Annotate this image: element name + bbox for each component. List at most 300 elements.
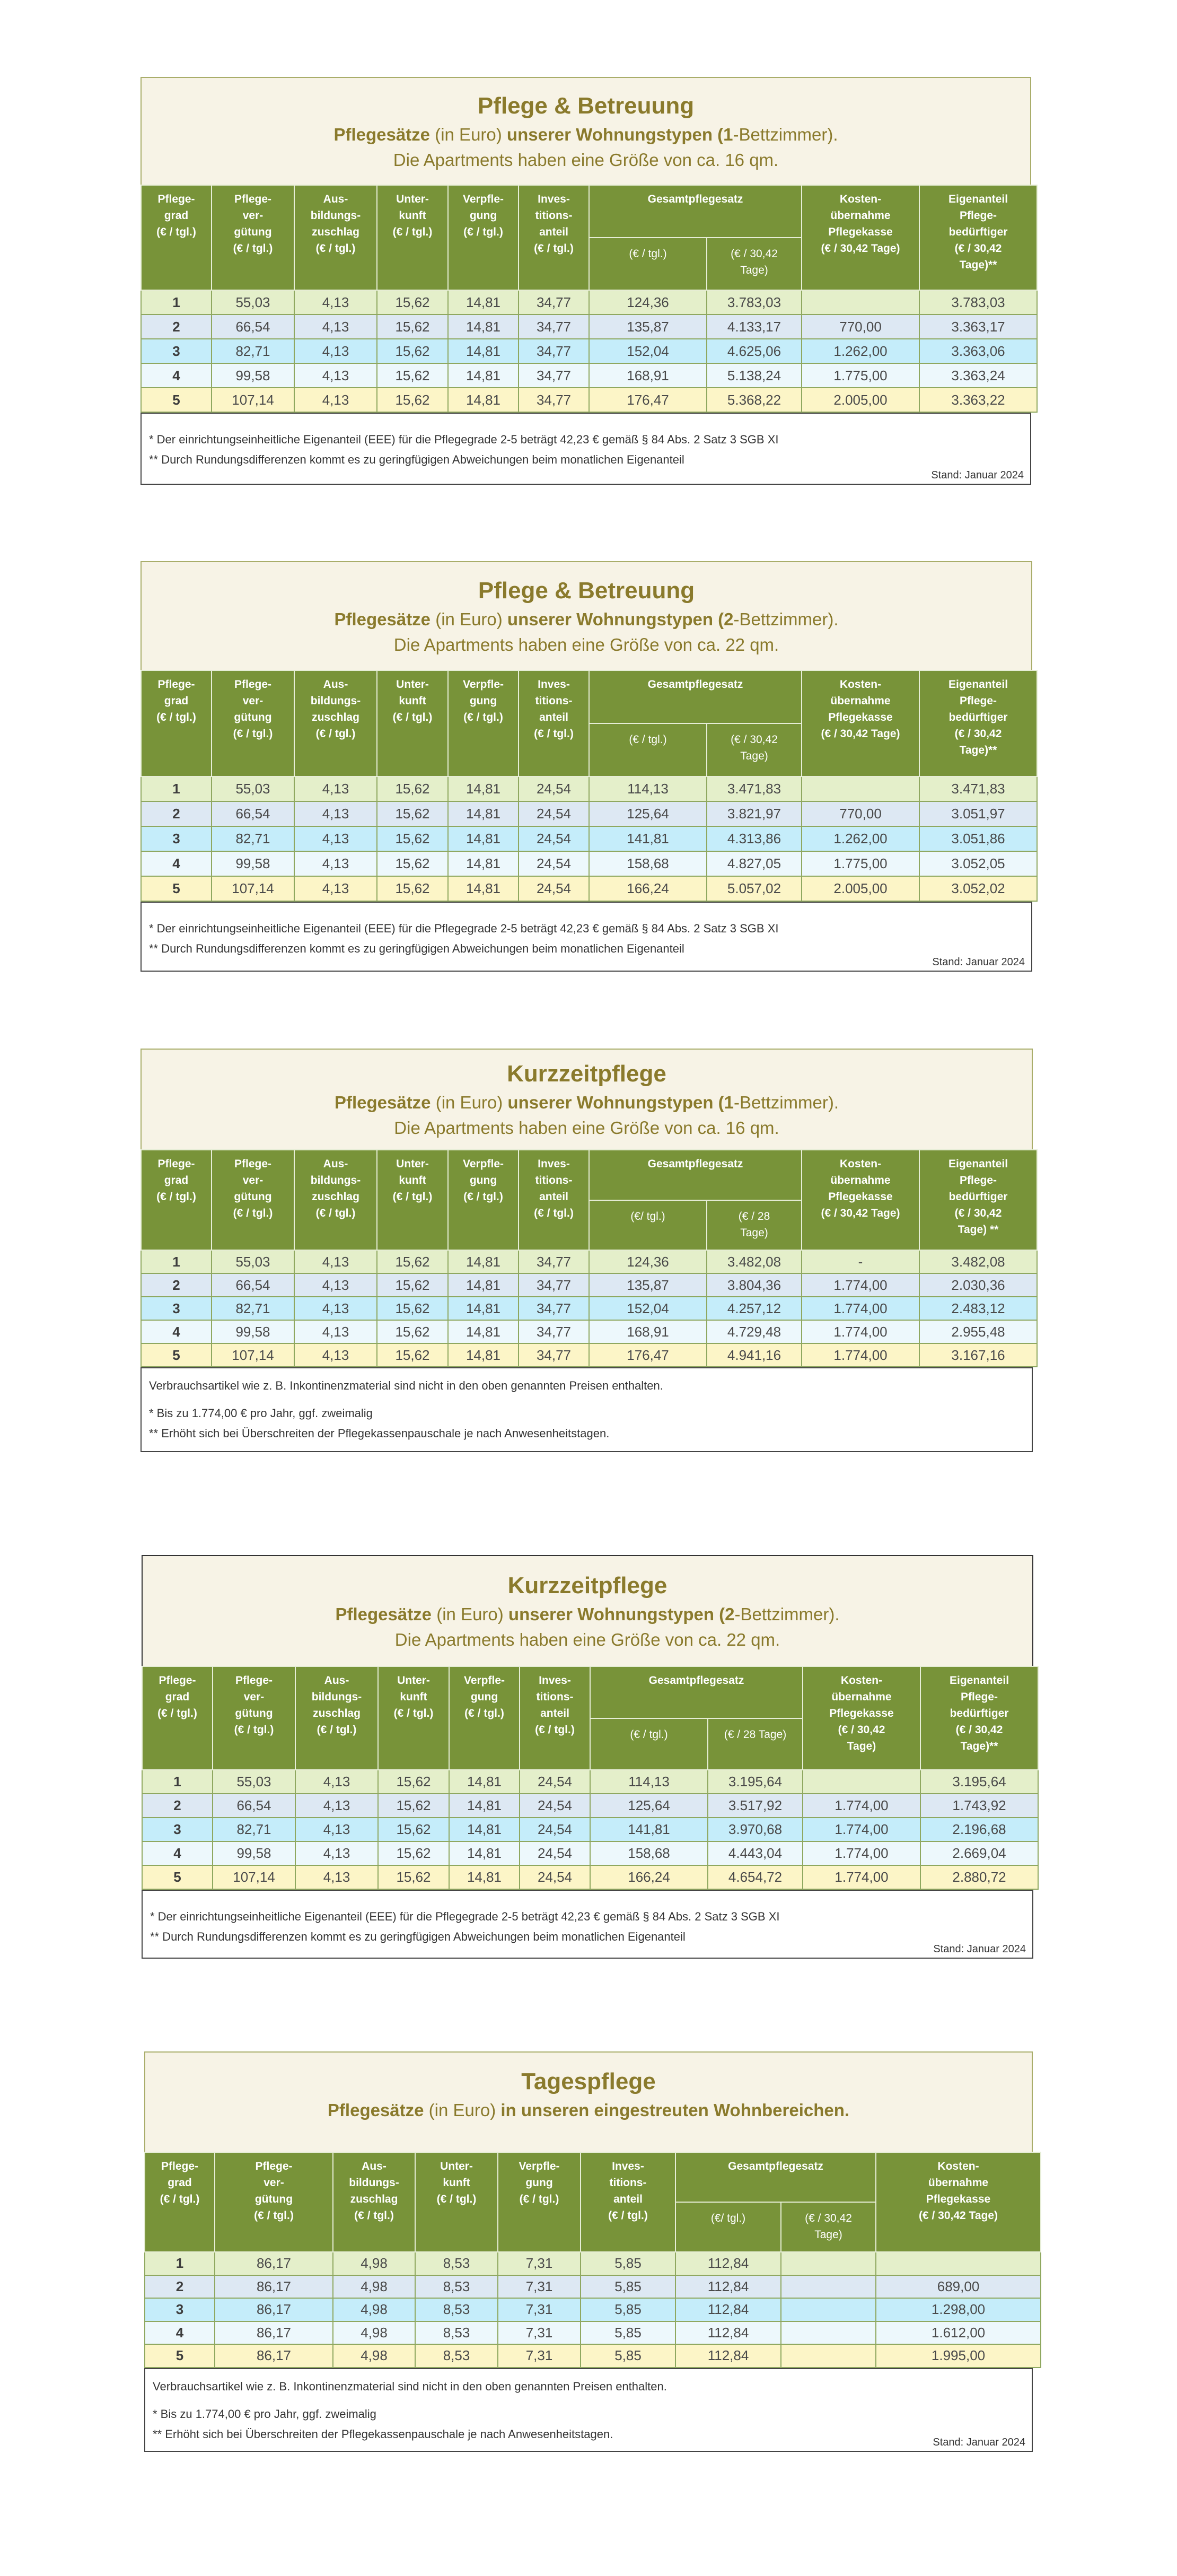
value-cell: 99,58 — [212, 363, 294, 388]
value-cell: 4.313,86 — [707, 826, 802, 851]
table-row — [141, 1297, 1037, 1320]
value-cell: 7,31 — [498, 2275, 581, 2299]
value-cell: 3.482,08 — [919, 1250, 1037, 1273]
table-row — [141, 851, 1037, 876]
table-row — [141, 801, 1037, 826]
value-cell: 107,14 — [212, 1343, 294, 1367]
value-cell: 4,98 — [333, 2298, 415, 2321]
value-cell: 15,62 — [377, 776, 448, 801]
footnote-spacer — [153, 2369, 1024, 2377]
value-cell: 1.995,00 — [876, 2344, 1041, 2368]
value-cell: 1.775,00 — [802, 363, 919, 388]
footnote-line: * Der einrichtungseinheitliche Eigenanteil (EEE) für die Pflegegrade 2-5 beträgt 42,23 € gemäß § 84 Abs. 2 Satz 3 SGB XI — [150, 1910, 780, 1923]
value-cell: 5,85 — [581, 2298, 675, 2321]
value-cell: 4,13 — [294, 826, 377, 851]
value-cell: 86,17 — [215, 2344, 333, 2368]
value-cell: 3.363,17 — [919, 315, 1037, 339]
value-cell: 4.625,06 — [707, 339, 802, 363]
value-cell: 15,62 — [378, 1818, 449, 1841]
table-row — [141, 1320, 1037, 1343]
value-cell: 82,71 — [213, 1818, 295, 1841]
value-cell: - — [802, 1250, 919, 1273]
value-cell: 55,03 — [212, 290, 294, 315]
value-cell: 4,13 — [294, 290, 377, 315]
pflegegrad-cell: 3 — [141, 826, 212, 851]
table-row — [141, 290, 1037, 315]
value-cell: 99,58 — [212, 1320, 294, 1343]
value-cell: 14,81 — [448, 1343, 519, 1367]
column-header: Eigenanteil Pflege- bedürftiger (€ / 30,42 Tage)** — [920, 1666, 1038, 1770]
footnote-line: * Bis zu 1.774,00 € pro Jahr, ggf. zweimalig — [149, 1407, 373, 1420]
value-cell: 2.005,00 — [802, 876, 919, 901]
pflegegrad-cell: 3 — [145, 2298, 215, 2321]
rates-table — [140, 1149, 1038, 1367]
footnote-spacer — [150, 1891, 1025, 1907]
value-cell: 4,98 — [333, 2252, 415, 2275]
sub-column-header: (€ / 30,42 Tage) — [707, 723, 802, 776]
value-cell: 2.669,04 — [920, 1841, 1038, 1865]
value-cell — [802, 776, 919, 801]
value-cell: 152,04 — [589, 1297, 707, 1320]
value-cell: 4,13 — [295, 1841, 378, 1865]
value-cell: 15,62 — [377, 339, 448, 363]
value-cell: 34,77 — [519, 388, 589, 412]
column-header: Inves- titions- anteil (€ / tgl.) — [520, 1666, 590, 1770]
subtitle-part: Pflegesätze — [333, 124, 431, 144]
column-header: Pflege- grad (€ / tgl.) — [141, 1150, 212, 1250]
column-header: Verpfle- gung (€ / tgl.) — [498, 2152, 581, 2252]
value-cell: 3.783,03 — [707, 290, 802, 315]
value-cell: 34,77 — [519, 1250, 589, 1273]
value-cell: 82,71 — [212, 339, 294, 363]
value-cell — [876, 2252, 1041, 2275]
subtitle-part: in unseren eingestreuten Wohnbereichen. — [500, 2100, 850, 2120]
pflegegrad-cell: 4 — [141, 851, 212, 876]
value-cell: 14,81 — [448, 876, 519, 901]
column-header: Eigenanteil Pflege- bedürftiger (€ / 30,42 Tage)** — [919, 670, 1037, 776]
column-header: Inves- titions- anteil (€ / tgl.) — [519, 670, 589, 776]
value-cell: 124,36 — [589, 1250, 707, 1273]
table-footnotes — [140, 1367, 1033, 1452]
value-cell: 8,53 — [415, 2321, 498, 2345]
footnote-line: Verbrauchsartikel wie z. B. Inkontinenzmaterial sind nicht in den oben genannten Preisen enthalten. — [153, 2379, 667, 2393]
table-row — [142, 1770, 1038, 1794]
sub-column-header: (€/ tgl.) — [589, 1200, 707, 1251]
stand-date: Stand: Januar 2024 — [933, 1943, 1026, 1955]
pflegegrad-cell: 2 — [141, 315, 212, 339]
value-cell: 4.729,48 — [707, 1320, 802, 1343]
value-cell: 158,68 — [590, 1841, 708, 1865]
value-cell: 4,13 — [294, 388, 377, 412]
column-header: Pflege- grad (€ / tgl.) — [142, 1666, 213, 1770]
value-cell: 168,91 — [589, 1320, 707, 1343]
value-cell: 4.827,05 — [707, 851, 802, 876]
value-cell: 24,54 — [519, 826, 589, 851]
value-cell: 15,62 — [377, 1343, 448, 1367]
value-cell: 34,77 — [519, 1297, 589, 1320]
table-row — [141, 388, 1037, 412]
value-cell: 2.005,00 — [802, 388, 919, 412]
value-cell: 3.195,64 — [708, 1770, 803, 1794]
column-header: Aus- bildungs- zuschlag (€ / tgl.) — [294, 185, 377, 290]
value-cell: 3.363,24 — [919, 363, 1037, 388]
value-cell: 2.955,48 — [919, 1320, 1037, 1343]
column-header: Pflege- grad (€ / tgl.) — [141, 670, 212, 776]
value-cell: 34,77 — [519, 315, 589, 339]
table-subtitle — [143, 1604, 1032, 1625]
value-cell: 7,31 — [498, 2252, 581, 2275]
sub-column-header: (€ / 28 Tage) — [708, 1718, 803, 1770]
value-cell: 8,53 — [415, 2252, 498, 2275]
value-cell: 114,13 — [590, 1770, 708, 1794]
footnote-spacer — [149, 414, 1023, 430]
value-cell: 141,81 — [590, 1818, 708, 1841]
subtitle-part: unserer Wohnungstypen (1 — [507, 1093, 734, 1112]
stand-date: Stand: Januar 2024 — [933, 2436, 1025, 2448]
column-header: Kosten- übernahme Pflegekasse (€ / 30,42 Tage) — [802, 1150, 919, 1250]
value-cell: 14,81 — [449, 1841, 520, 1865]
value-cell: 34,77 — [519, 1343, 589, 1367]
column-header: Pflege- ver- gütung (€ / tgl.) — [212, 1150, 294, 1250]
value-cell: 14,81 — [448, 826, 519, 851]
pflegegrad-cell: 4 — [141, 363, 212, 388]
column-header: Aus- bildungs- zuschlag (€ / tgl.) — [294, 1150, 377, 1250]
column-header: Pflege- ver- gütung (€ / tgl.) — [215, 2152, 333, 2252]
value-cell: 66,54 — [212, 1273, 294, 1297]
value-cell: 66,54 — [212, 315, 294, 339]
table-footnotes — [142, 1890, 1033, 1959]
table-row — [142, 1818, 1038, 1841]
value-cell: 1.743,92 — [920, 1794, 1038, 1818]
value-cell: 15,62 — [377, 1297, 448, 1320]
column-header: Pflege- ver- gütung (€ / tgl.) — [212, 185, 294, 290]
value-cell: 5,85 — [581, 2344, 675, 2368]
value-cell: 55,03 — [212, 776, 294, 801]
stand-date: Stand: Januar 2024 — [932, 956, 1025, 968]
column-header: Unter- kunft (€ / tgl.) — [377, 185, 448, 290]
footnote-spacer — [149, 1368, 1024, 1376]
apartment-size-note: Die Apartments haben eine Größe von ca. 22 qm. — [394, 1629, 780, 1649]
value-cell: 14,81 — [449, 1865, 520, 1889]
table-row — [145, 2344, 1041, 2368]
value-cell: 14,81 — [448, 1320, 519, 1343]
value-cell: 2.880,72 — [920, 1865, 1038, 1889]
value-cell: 24,54 — [519, 876, 589, 901]
value-cell: 3.471,83 — [919, 776, 1037, 801]
table-row — [145, 2252, 1041, 2275]
value-cell: 168,91 — [589, 363, 707, 388]
value-cell: 3.052,02 — [919, 876, 1037, 901]
value-cell: 4,13 — [295, 1818, 378, 1841]
value-cell: 3.517,92 — [708, 1794, 803, 1818]
pflegegrad-cell: 1 — [145, 2252, 215, 2275]
pflegegrad-cell: 1 — [142, 1770, 213, 1794]
value-cell — [781, 2275, 876, 2299]
subtitle-part: Pflegesätze — [334, 609, 431, 629]
pflegegrad-cell: 4 — [145, 2321, 215, 2345]
table-row — [141, 363, 1037, 388]
value-cell: 112,84 — [675, 2298, 781, 2321]
subtitle-part: -Bettzimmer). — [733, 609, 839, 629]
value-cell: 7,31 — [498, 2321, 581, 2345]
sub-column-header: (€ / tgl.) — [589, 723, 707, 776]
value-cell: 15,62 — [377, 388, 448, 412]
pflegegrad-cell: 1 — [141, 1250, 212, 1273]
rate-table-section — [140, 1049, 1033, 1452]
value-cell: 15,62 — [377, 363, 448, 388]
rate-table-section — [144, 2051, 1033, 2452]
pflegegrad-cell: 2 — [141, 801, 212, 826]
table-row — [141, 876, 1037, 901]
subtitle-part: unserer Wohnungstypen (1 — [506, 124, 733, 144]
table-title-block — [144, 2051, 1033, 2152]
column-header: Aus- bildungs- zuschlag (€ / tgl.) — [294, 670, 377, 776]
value-cell: 112,84 — [675, 2321, 781, 2345]
value-cell: 1.774,00 — [803, 1794, 920, 1818]
value-cell: 4,98 — [333, 2275, 415, 2299]
column-header: Unter- kunft (€ / tgl.) — [377, 670, 448, 776]
value-cell: 4,13 — [295, 1794, 378, 1818]
value-cell: 4,13 — [294, 1273, 377, 1297]
column-header: Inves- titions- anteil (€ / tgl.) — [581, 2152, 675, 2252]
value-cell: 1.774,00 — [803, 1841, 920, 1865]
value-cell: 3.783,03 — [919, 290, 1037, 315]
value-cell: 4,13 — [294, 851, 377, 876]
column-header: Kosten- übernahme Pflegekasse (€ / 30,42 Tage) — [803, 1666, 920, 1770]
subtitle-part: -Bettzimmer). — [734, 1093, 839, 1112]
value-cell: 5.057,02 — [707, 876, 802, 901]
table-title-block — [142, 1555, 1033, 1666]
value-cell: 124,36 — [589, 290, 707, 315]
value-cell: 14,81 — [449, 1818, 520, 1841]
table-title-block — [140, 561, 1032, 670]
column-header: Gesamtpflegesatz — [589, 185, 802, 238]
value-cell: 5,85 — [581, 2321, 675, 2345]
value-cell: 34,77 — [519, 339, 589, 363]
value-cell: 176,47 — [589, 1343, 707, 1367]
value-cell: 107,14 — [212, 388, 294, 412]
column-header: Inves- titions- anteil (€ / tgl.) — [519, 1150, 589, 1250]
column-header: Pflege- ver- gütung (€ / tgl.) — [212, 670, 294, 776]
value-cell: 152,04 — [589, 339, 707, 363]
value-cell: 3.167,16 — [919, 1343, 1037, 1367]
value-cell: 4,98 — [333, 2344, 415, 2368]
value-cell: 15,62 — [377, 1320, 448, 1343]
table-row — [145, 2298, 1041, 2321]
footnote-line: ** Durch Rundungsdifferenzen kommt es zu geringfügigen Abweichungen beim monatlichen Eigenanteil — [150, 1930, 686, 1943]
value-cell: 15,62 — [377, 290, 448, 315]
column-header: Pflege- grad (€ / tgl.) — [145, 2152, 215, 2252]
footnote-line: ** Durch Rundungsdifferenzen kommt es zu geringfügigen Abweichungen beim monatlichen Eigenanteil — [149, 453, 684, 466]
value-cell: 770,00 — [802, 315, 919, 339]
table-row — [141, 1343, 1037, 1367]
value-cell: 5.138,24 — [707, 363, 802, 388]
value-cell: 14,81 — [448, 1273, 519, 1297]
value-cell: 1.774,00 — [802, 1320, 919, 1343]
pflegegrad-cell: 5 — [141, 1343, 212, 1367]
table-subtitle — [142, 1093, 1032, 1113]
pflegegrad-cell: 2 — [142, 1794, 213, 1818]
subtitle-part: (in Euro) — [431, 1093, 508, 1112]
table-subtitle — [142, 125, 1030, 145]
value-cell: 3.195,64 — [920, 1770, 1038, 1794]
column-header: Unter- kunft (€ / tgl.) — [377, 1150, 448, 1250]
value-cell: 24,54 — [520, 1794, 590, 1818]
value-cell: 166,24 — [589, 876, 707, 901]
table-title: Kurzzeitpflege — [507, 1572, 667, 1599]
subtitle-part: (in Euro) — [424, 2100, 501, 2120]
table-footnotes — [144, 2368, 1033, 2452]
value-cell: 34,77 — [519, 290, 589, 315]
footnote-line: ** Erhöht sich bei Überschreiten der Pflegekassenpauschale je nach Anwesenheitstagen. — [153, 2427, 613, 2441]
value-cell: 3.482,08 — [707, 1250, 802, 1273]
value-cell: 112,84 — [675, 2252, 781, 2275]
value-cell: 14,81 — [448, 290, 519, 315]
table-subtitle — [142, 609, 1031, 630]
subtitle-part: unserer Wohnungstypen (2 — [508, 1604, 735, 1624]
sub-column-header: (€ / tgl.) — [590, 1718, 708, 1770]
value-cell: 86,17 — [215, 2298, 333, 2321]
column-header: Kosten- übernahme Pflegekasse (€ / 30,42 Tage) — [802, 670, 919, 776]
subtitle-part: unserer Wohnungstypen (2 — [507, 609, 734, 629]
value-cell: 24,54 — [520, 1841, 590, 1865]
value-cell: 15,62 — [377, 851, 448, 876]
value-cell: 34,77 — [519, 1273, 589, 1297]
column-header: Aus- bildungs- zuschlag (€ / tgl.) — [333, 2152, 415, 2252]
value-cell: 1.774,00 — [803, 1865, 920, 1889]
table-title: Kurzzeitpflege — [507, 1061, 666, 1087]
pflegegrad-cell: 3 — [141, 1297, 212, 1320]
rates-table — [140, 670, 1038, 902]
table-subtitle — [145, 2100, 1032, 2120]
column-header: Verpfle- gung (€ / tgl.) — [448, 185, 519, 290]
value-cell: 1.612,00 — [876, 2321, 1041, 2345]
value-cell: 3.471,83 — [707, 776, 802, 801]
value-cell: 55,03 — [213, 1770, 295, 1794]
value-cell: 1.262,00 — [802, 826, 919, 851]
value-cell: 15,62 — [378, 1841, 449, 1865]
subtitle-part: (in Euro) — [431, 609, 507, 629]
value-cell: 8,53 — [415, 2275, 498, 2299]
value-cell: 14,81 — [448, 851, 519, 876]
value-cell: 4,13 — [294, 339, 377, 363]
value-cell: 34,77 — [519, 363, 589, 388]
subtitle-part: -Bettzimmer). — [734, 1604, 840, 1624]
value-cell: 1.775,00 — [802, 851, 919, 876]
rate-table-section — [140, 77, 1031, 485]
value-cell: 3.363,06 — [919, 339, 1037, 363]
value-cell: 15,62 — [378, 1770, 449, 1794]
sub-column-header: (€ / 30,42 Tage) — [781, 2202, 876, 2252]
value-cell: 5.368,22 — [707, 388, 802, 412]
sub-column-header: (€ / 30,42 Tage) — [707, 238, 802, 290]
subtitle-part: (in Euro) — [432, 1604, 508, 1624]
value-cell — [802, 290, 919, 315]
value-cell: 24,54 — [520, 1865, 590, 1889]
table-title-block — [140, 1049, 1033, 1149]
column-header: Inves- titions- anteil (€ / tgl.) — [519, 185, 589, 290]
value-cell: 158,68 — [589, 851, 707, 876]
table-footnotes — [140, 902, 1032, 972]
value-cell: 3.051,97 — [919, 801, 1037, 826]
sub-column-header: (€ / 28 Tage) — [707, 1200, 802, 1251]
footnote-line: ** Durch Rundungsdifferenzen kommt es zu geringfügigen Abweichungen beim monatlichen Eigenanteil — [149, 942, 684, 955]
value-cell: 14,81 — [448, 776, 519, 801]
value-cell: 4,13 — [295, 1865, 378, 1889]
value-cell: 24,54 — [519, 776, 589, 801]
table-title: Pflege & Betreuung — [477, 92, 695, 119]
value-cell: 4,13 — [295, 1770, 378, 1794]
value-cell: 4,13 — [294, 315, 377, 339]
pflegegrad-cell: 1 — [141, 290, 212, 315]
value-cell: 34,77 — [519, 1320, 589, 1343]
value-cell: 15,62 — [378, 1865, 449, 1889]
rate-table-section — [142, 1555, 1033, 1959]
pflegegrad-cell: 3 — [141, 339, 212, 363]
table-title: Tagespflege — [521, 2068, 656, 2094]
subtitle-part: Pflegesätze — [334, 1093, 431, 1112]
value-cell: 8,53 — [415, 2298, 498, 2321]
value-cell: 1.298,00 — [876, 2298, 1041, 2321]
value-cell: 4,13 — [294, 876, 377, 901]
value-cell: 4,13 — [294, 1297, 377, 1320]
value-cell: 4.941,16 — [707, 1343, 802, 1367]
pflegegrad-cell: 4 — [141, 1320, 212, 1343]
column-header: Gesamtpflegesatz — [590, 1666, 803, 1718]
value-cell: 4,13 — [294, 776, 377, 801]
value-cell: 15,62 — [377, 315, 448, 339]
value-cell: 15,62 — [377, 876, 448, 901]
value-cell: 14,81 — [448, 1297, 519, 1320]
value-cell: 3.052,05 — [919, 851, 1037, 876]
value-cell: 4,13 — [294, 801, 377, 826]
column-header: Kosten- übernahme Pflegekasse (€ / 30,42 Tage) — [802, 185, 919, 290]
value-cell: 24,54 — [520, 1770, 590, 1794]
apartment-size-note: Die Apartments haben eine Größe von ca. 16 qm. — [393, 150, 779, 170]
value-cell: 114,13 — [589, 776, 707, 801]
apartment-size-note: Die Apartments haben eine Größe von ca. 22 qm. — [393, 634, 779, 654]
pflegegrad-cell: 1 — [141, 776, 212, 801]
pflegegrad-cell: 5 — [141, 388, 212, 412]
value-cell: 86,17 — [215, 2321, 333, 2345]
value-cell: 7,31 — [498, 2344, 581, 2368]
value-cell: 86,17 — [215, 2275, 333, 2299]
value-cell: 4.443,04 — [708, 1841, 803, 1865]
value-cell: 4,13 — [294, 363, 377, 388]
value-cell: 1.774,00 — [802, 1343, 919, 1367]
value-cell: 14,81 — [448, 339, 519, 363]
pflegegrad-cell: 5 — [145, 2344, 215, 2368]
pflegegrad-cell: 5 — [141, 876, 212, 901]
column-header: Verpfle- gung (€ / tgl.) — [449, 1666, 520, 1770]
value-cell: 1.774,00 — [803, 1818, 920, 1841]
value-cell: 15,62 — [377, 826, 448, 851]
subtitle-part: -Bettzimmer). — [733, 124, 838, 144]
value-cell: 82,71 — [212, 1297, 294, 1320]
table-row — [142, 1865, 1038, 1889]
value-cell: 1.262,00 — [802, 339, 919, 363]
value-cell: 55,03 — [212, 1250, 294, 1273]
table-row — [142, 1794, 1038, 1818]
value-cell: 4.257,12 — [707, 1297, 802, 1320]
table-row — [141, 315, 1037, 339]
value-cell: 125,64 — [590, 1794, 708, 1818]
value-cell: 1.774,00 — [802, 1273, 919, 1297]
value-cell: 3.970,68 — [708, 1818, 803, 1841]
value-cell: 3.051,86 — [919, 826, 1037, 851]
value-cell: 14,81 — [448, 1250, 519, 1273]
column-header: Gesamtpflegesatz — [589, 1150, 802, 1200]
